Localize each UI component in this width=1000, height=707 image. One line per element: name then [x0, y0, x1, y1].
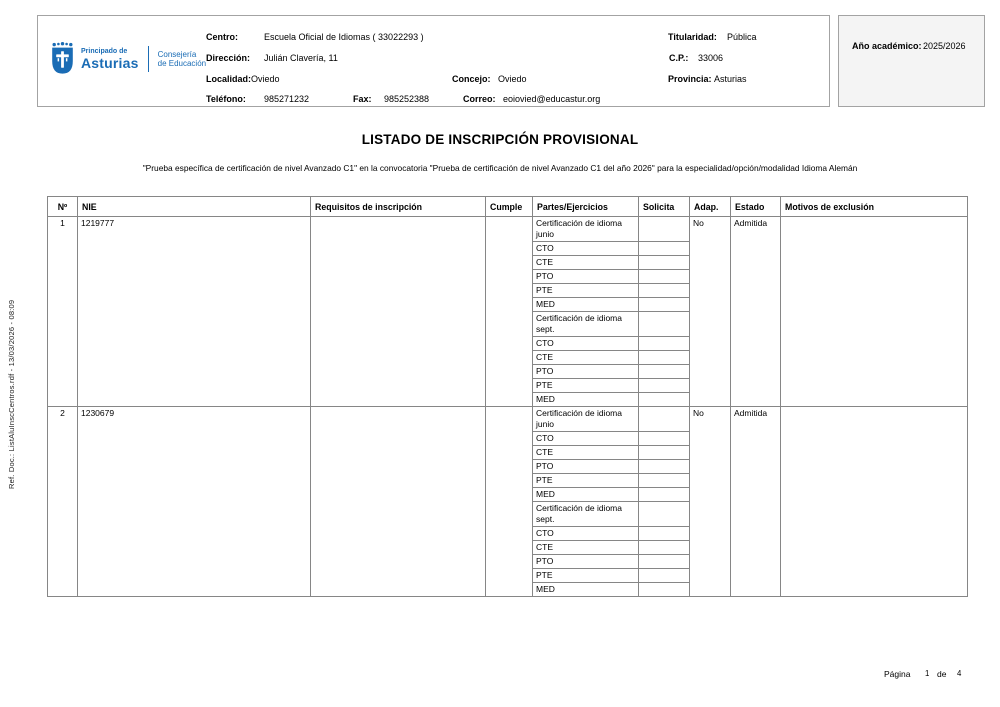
cell-parte-ejercicio: CTE — [533, 256, 639, 270]
cell-nie: 1230679 — [78, 407, 311, 597]
cell-solicita — [639, 407, 690, 432]
cell-num: 2 — [48, 407, 78, 597]
cell-parte-ejercicio: PTO — [533, 555, 639, 569]
fax-label: Fax: — [353, 94, 372, 104]
academic-year-box — [838, 15, 985, 107]
footer-current-page: 1 — [925, 669, 930, 678]
cell-parte-ejercicio: Certificación de idioma sept. — [533, 502, 639, 527]
cell-cumple — [486, 407, 533, 597]
cell-parte-ejercicio: CTO — [533, 337, 639, 351]
cell-parte-ejercicio: Certificación de idioma junio — [533, 407, 639, 432]
cell-parte-ejercicio: PTO — [533, 460, 639, 474]
column-header: Cumple — [486, 197, 533, 217]
direccion-label: Dirección: — [206, 53, 251, 63]
cell-requisitos — [311, 217, 486, 407]
localidad-value: Oviedo — [251, 74, 280, 84]
asturias-logo — [51, 42, 206, 76]
page-subtitle: "Prueba específica de certificación de nivel Avanzado C1" en la convocatoria "Prueba de certificación de nivel Avanzado C1 del año 2026" para la especialidad/opción/modalidad Idioma Alemán — [142, 163, 858, 173]
cell-solicita — [639, 351, 690, 365]
column-header: Partes/Ejercicios — [533, 197, 639, 217]
column-header: NIE — [78, 197, 311, 217]
inscription-table — [47, 196, 968, 597]
page-title: LISTADO DE INSCRIPCIÓN PROVISIONAL — [361, 132, 639, 147]
cell-solicita — [639, 393, 690, 407]
cell-adap: No — [690, 217, 731, 407]
cell-motivos — [781, 407, 968, 597]
logo-dept-line2: de Educación — [157, 59, 207, 68]
cell-estado: Admitida — [731, 407, 781, 597]
cell-num: 1 — [48, 217, 78, 407]
cell-parte-ejercicio: CTO — [533, 242, 639, 256]
cell-solicita — [639, 312, 690, 337]
cell-nie: 1219777 — [78, 217, 311, 407]
localidad-label: Localidad: — [206, 74, 252, 84]
cell-solicita — [639, 337, 690, 351]
cell-motivos — [781, 217, 968, 407]
cell-solicita — [639, 298, 690, 312]
telefono-label: Teléfono: — [206, 94, 246, 104]
cell-solicita — [639, 284, 690, 298]
provincia-label: Provincia: — [668, 74, 712, 84]
logo-dept-line1: Consejería — [157, 49, 197, 59]
table-header-row — [48, 197, 968, 217]
cell-solicita — [639, 460, 690, 474]
academic-year-value: 2025/2026 — [923, 41, 966, 51]
cell-parte-ejercicio: Certificación de idioma junio — [533, 217, 639, 242]
cell-cumple — [486, 217, 533, 407]
cell-parte-ejercicio: CTE — [533, 351, 639, 365]
cell-parte-ejercicio: CTE — [533, 446, 639, 460]
cell-parte-ejercicio: MED — [533, 583, 639, 597]
table-body — [48, 217, 968, 597]
cell-adap: No — [690, 407, 731, 597]
cell-parte-ejercicio: CTO — [533, 432, 639, 446]
cell-solicita — [639, 256, 690, 270]
column-header: Solicita — [639, 197, 690, 217]
cell-estado: Admitida — [731, 217, 781, 407]
cell-solicita — [639, 541, 690, 555]
fax-value: 985252388 — [384, 94, 430, 104]
column-header: Motivos de exclusión — [781, 197, 968, 217]
cell-solicita — [639, 446, 690, 460]
cell-solicita — [639, 502, 690, 527]
ref-doc-vertical-text: Ref. Doc.: ListAluInscCentros.rdf - 13/03/2026 - 08:09 — [7, 299, 16, 489]
logo-org-name — [81, 48, 139, 70]
logo-org-small: Principado de — [81, 48, 128, 55]
cell-solicita — [639, 365, 690, 379]
logo-divider — [148, 46, 149, 72]
logo-dept-name — [158, 50, 206, 69]
titularidad-value: Pública — [727, 32, 757, 42]
cell-solicita — [639, 569, 690, 583]
cell-solicita — [639, 488, 690, 502]
telefono-value: 985271232 — [264, 94, 310, 104]
column-header: Nº — [48, 197, 78, 217]
footer-total-pages: 4 — [957, 669, 962, 678]
cell-parte-ejercicio: PTE — [533, 569, 639, 583]
cell-requisitos — [311, 407, 486, 597]
column-header: Estado — [731, 197, 781, 217]
cp-label: C.P.: — [669, 53, 689, 63]
column-header: Adap. — [690, 197, 731, 217]
cell-parte-ejercicio: MED — [533, 488, 639, 502]
cell-solicita — [639, 583, 690, 597]
table-row — [48, 407, 968, 432]
concejo-value: Oviedo — [498, 74, 527, 84]
footer-de-label: de — [937, 669, 947, 679]
correo-label: Correo: — [463, 94, 496, 104]
cell-solicita — [639, 379, 690, 393]
cell-solicita — [639, 432, 690, 446]
cell-parte-ejercicio: CTO — [533, 527, 639, 541]
cell-solicita — [639, 555, 690, 569]
cell-parte-ejercicio: PTE — [533, 379, 639, 393]
asturias-shield-icon — [51, 42, 74, 76]
cell-solicita — [639, 270, 690, 284]
cell-parte-ejercicio: MED — [533, 393, 639, 407]
centro-label: Centro: — [206, 32, 238, 42]
provincia-value: Asturias — [714, 74, 747, 84]
table-row — [48, 217, 968, 242]
cell-parte-ejercicio: Certificación de idioma sept. — [533, 312, 639, 337]
center-info-header — [37, 15, 830, 107]
cell-solicita — [639, 217, 690, 242]
academic-year-label: Año académico: — [852, 41, 922, 51]
centro-value: Escuela Oficial de Idiomas ( 33022293 ) — [264, 32, 424, 42]
column-header: Requisitos de inscripción — [311, 197, 486, 217]
titularidad-label: Titularidad: — [668, 32, 717, 42]
cell-parte-ejercicio: PTE — [533, 284, 639, 298]
cell-parte-ejercicio: PTO — [533, 365, 639, 379]
cp-value: 33006 — [698, 53, 724, 63]
cell-parte-ejercicio: MED — [533, 298, 639, 312]
footer-pagina-label: Página — [884, 669, 911, 679]
cell-parte-ejercicio: PTO — [533, 270, 639, 284]
direccion-value: Julián Clavería, 11 — [264, 53, 338, 63]
concejo-label: Concejo: — [452, 74, 491, 84]
cell-solicita — [639, 474, 690, 488]
cell-solicita — [639, 242, 690, 256]
cell-parte-ejercicio: PTE — [533, 474, 639, 488]
correo-value: eoiovied@educastur.org — [503, 94, 601, 104]
logo-org-big: Asturias — [81, 55, 139, 71]
cell-solicita — [639, 527, 690, 541]
cell-parte-ejercicio: CTE — [533, 541, 639, 555]
